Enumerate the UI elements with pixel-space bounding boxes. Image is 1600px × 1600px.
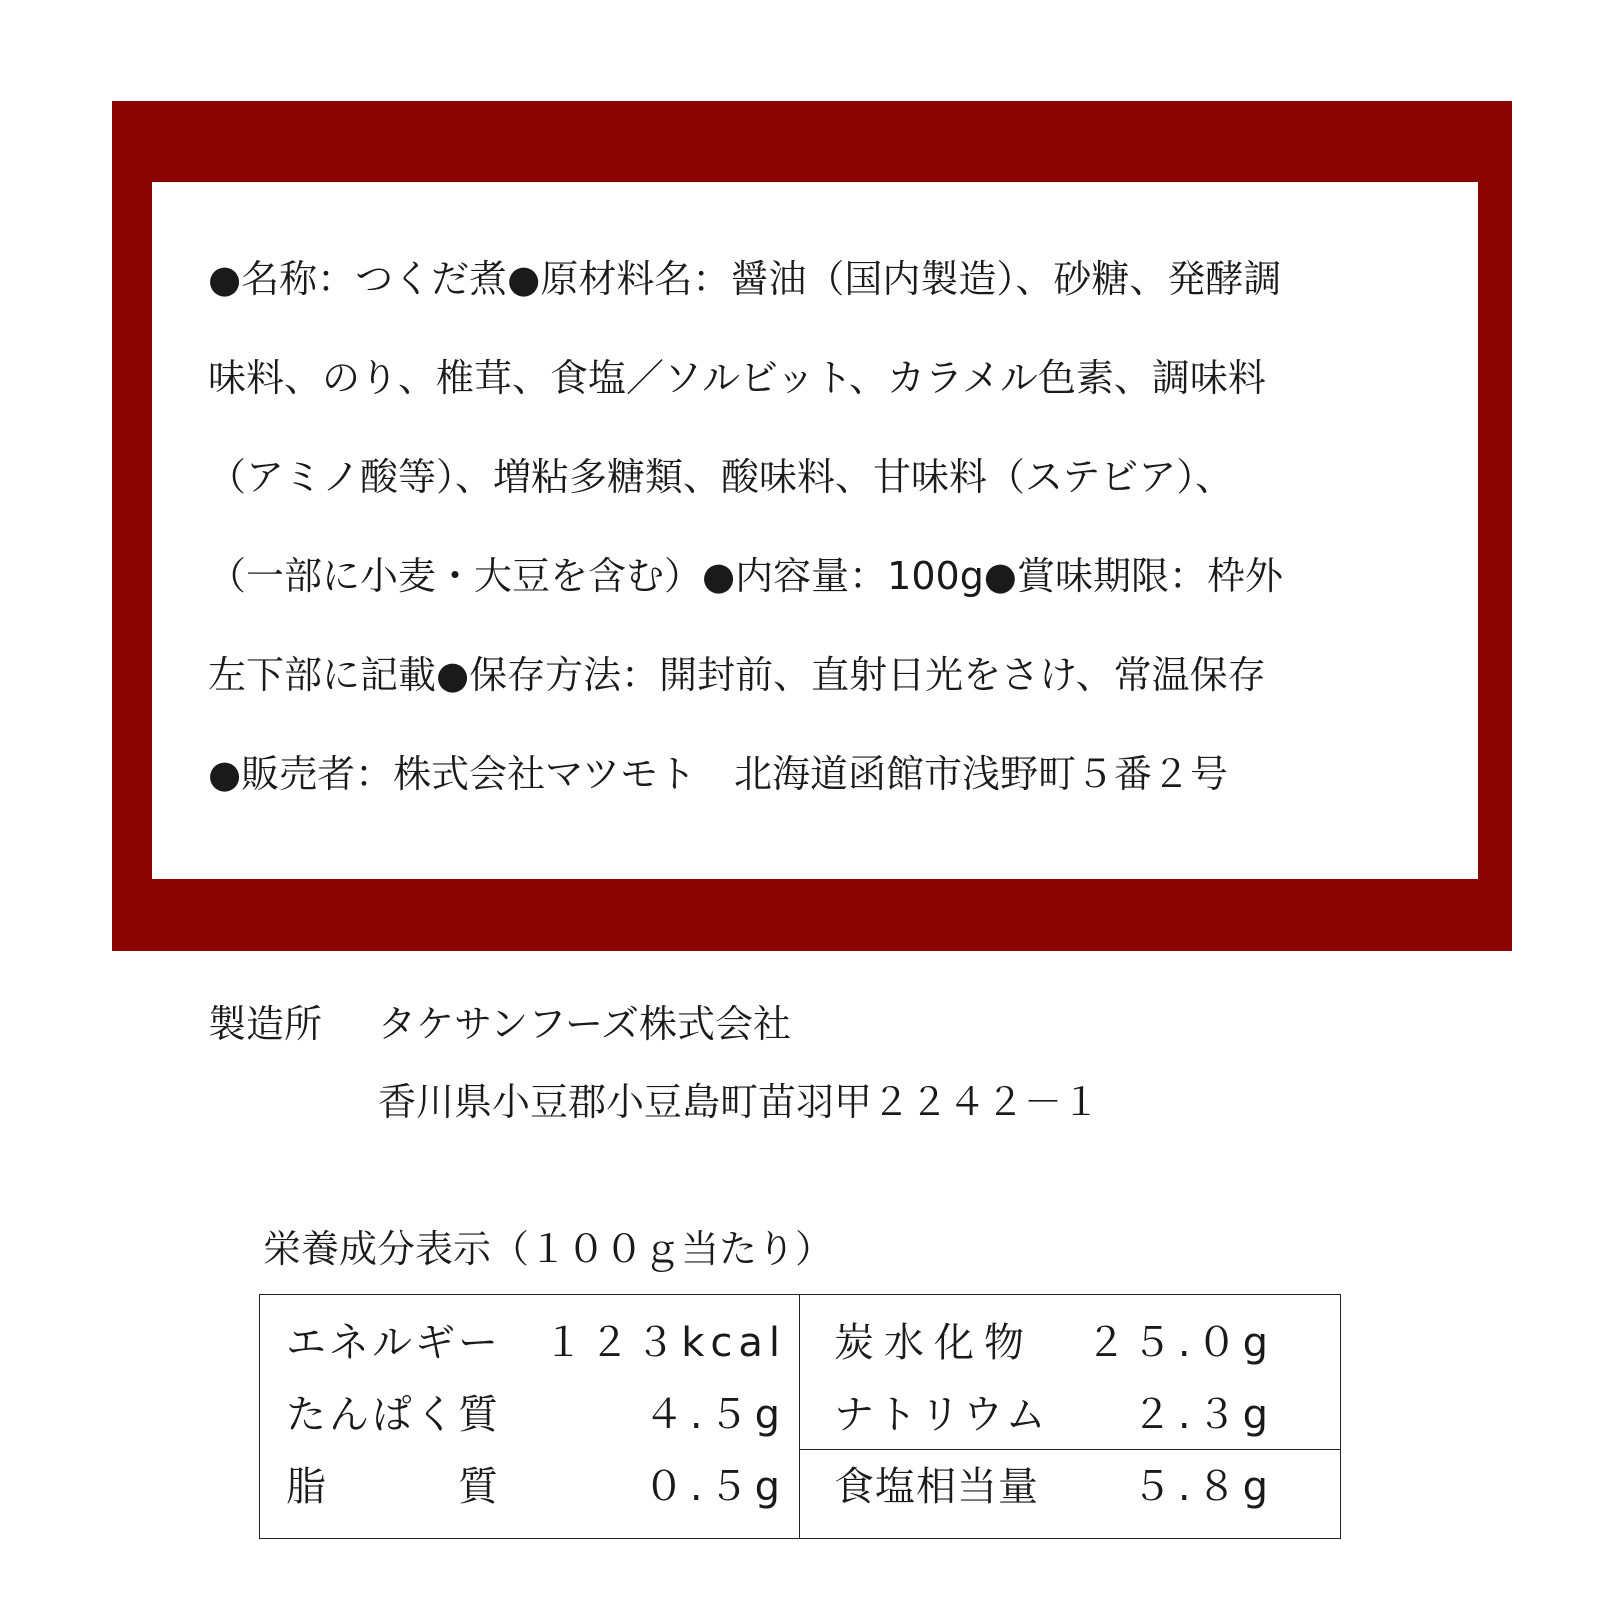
label-line: ●名称：つくだ煮●原材料名：醤油（国内製造）、砂糖、発酵調 <box>208 257 1282 301</box>
nutrient-amount: ０.５g <box>643 1464 786 1510</box>
nutrition-row-fat <box>286 1451 786 1523</box>
manufacturer-address: 香川県小豆郡小豆島町苗羽甲２２４２－１ <box>378 1080 1101 1124</box>
nutrient-amount: ５.８g <box>1131 1464 1274 1510</box>
nutrition-row-salt <box>834 1451 1274 1523</box>
nutrient-amount: ４.５g <box>643 1392 786 1438</box>
label-panel <box>152 182 1478 879</box>
nutrient-name: エネルギー <box>286 1320 501 1366</box>
label-frame <box>112 101 1512 951</box>
nutrient-name: たんぱく質 <box>286 1392 501 1438</box>
label-line: （一部に小麦・大豆を含む）●内容量：100g●賞味期限：枠外 <box>208 554 1283 598</box>
nutrient-name: 炭水化物 <box>834 1320 1034 1366</box>
label-text <box>208 230 1458 824</box>
nutrition-title: 栄養成分表示（１００ｇ当たり） <box>263 1227 834 1271</box>
manufacturer-name-row <box>208 985 1100 1063</box>
nutrition-divider <box>800 1449 1340 1450</box>
nutrient-amount: １２３kcal <box>543 1320 786 1366</box>
manufacturer-label: 製造所 <box>208 1002 323 1046</box>
nutrition-row-carbohydrate <box>834 1307 1274 1379</box>
label-line: 味料、のり、椎茸、食塩／ソルビット、カラメル色素、調味料 <box>208 356 1266 400</box>
manufacturer-address-row <box>208 1063 1100 1141</box>
label-line: （アミノ酸等）、増粘多糖類、酸味料、甘味料（ステビア）、 <box>208 455 1234 499</box>
manufacturer-name: タケサンフーズ株式会社 <box>378 1002 792 1046</box>
nutrition-row-sodium <box>834 1379 1274 1451</box>
nutrient-name: ナトリウム <box>834 1392 1049 1438</box>
nutrient-amount: ２５.０g <box>1085 1320 1274 1366</box>
nutrient-amount: ２.３g <box>1131 1392 1274 1438</box>
label-line: 左下部に記載●保存方法：開封前、直射日光をさけ、常温保存 <box>208 653 1266 697</box>
nutrient-name: 脂 質 <box>286 1464 501 1510</box>
nutrition-row-energy <box>286 1307 786 1379</box>
nutrient-name: 食塩相当量 <box>834 1464 1039 1510</box>
nutrition-left-column <box>260 1295 800 1538</box>
label-line: ●販売者：株式会社マツモト 北海道函館市浅野町５番２号 <box>208 752 1229 796</box>
manufacturer-block <box>208 985 1100 1141</box>
nutrition-table <box>259 1294 1341 1539</box>
nutrition-right-column <box>800 1295 1340 1538</box>
nutrition-row-protein <box>286 1379 786 1451</box>
